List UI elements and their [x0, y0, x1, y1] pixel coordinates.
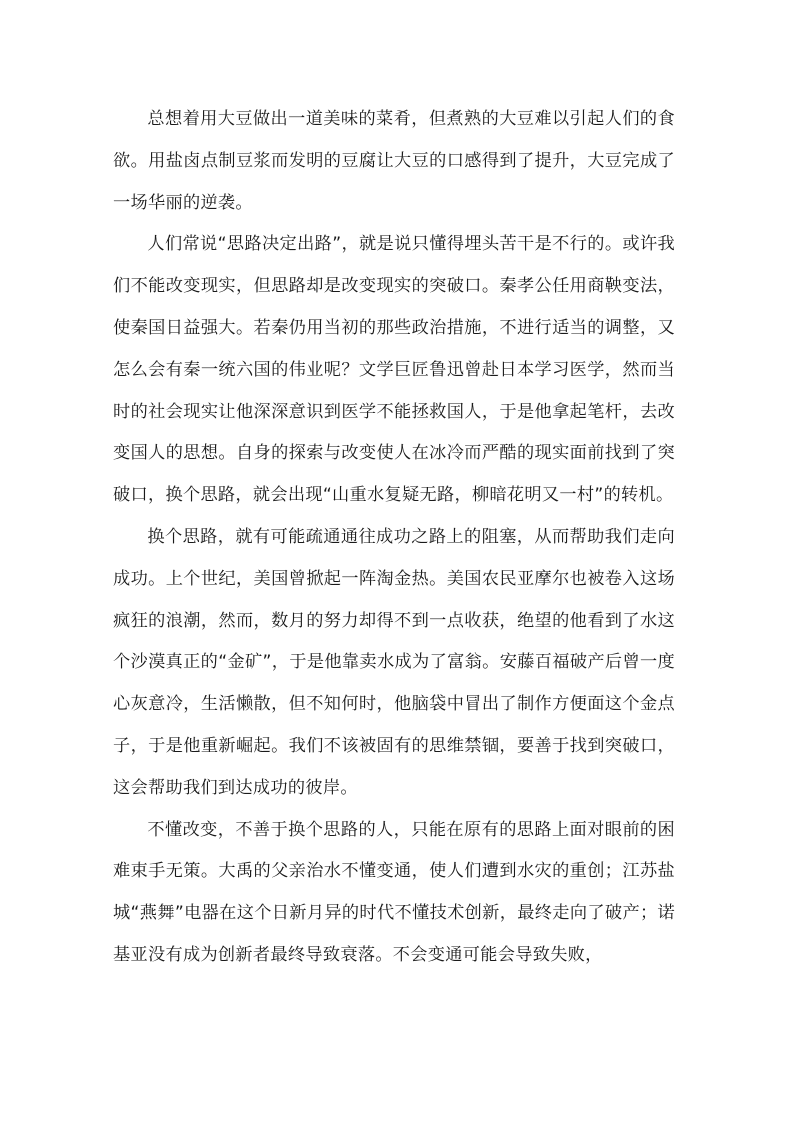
paragraph-3: 换个思路，就有可能疏通通往成功之路上的阻塞，从而帮助我们走向成功。上个世纪，美国曾掀起一阵淘金热。美国农民亚摩尔也被卷入这场疯狂的浪潮，然而，数月的努力却得不到一点收获，绝望的他看到了水这个沙漠真正的“金矿”，于是他靠卖水成为了富翁。安藤百福破产后曾一度心灰意冷，生活懒散，但不知何时，他脑袋中冒出了制作方便面这个金点子，于是他重新崛起。我们不该被固有的思维禁锢，要善于找到突破口，这会帮助我们到达成功的彼岸。	[113, 526, 675, 798]
paragraph-4: 不懂改变，不善于换个思路的人，只能在原有的思路上面对眼前的困难束手无策。大禹的父亲治水不懂变通，使人们遭到水灾的重创；江苏盐城“燕舞”电器在这个日新月异的时代不懂技术创新，最终走向了破产；诺基亚没有成为创新者最终导致衰落。不会变通可能会导致失败，	[113, 819, 675, 965]
paragraph-1: 总想着用大豆做出一道美味的菜肴，但煮熟的大豆难以引起人们的食欲。用盐卤点制豆浆而发明的豆腐让大豆的口感得到了提升，大豆完成了一场华丽的逆袭。	[113, 109, 675, 213]
document-body	[113, 99, 675, 977]
paragraph-2: 人们常说“思路决定出路”，就是说只懂得埋头苦干是不行的。或许我们不能改变现实，但思路却是改变现实的突破口。秦孝公任用商鞅变法，使秦国日益强大。若秦仍用当初的那些政治措施，不进行适当的调整，又怎么会有秦一统六国的伟业呢？文学巨匠鲁迅曾赴日本学习医学，然而当时的社会现实让他深深意识到医学不能拯救国人，于是他拿起笔杆，去改变国人的思想。自身的探索与改变使人在冰冷而严酷的现实面前找到了突破口，换个思路，就会出现“山重水复疑无路，柳暗花明又一村”的转机。	[113, 234, 675, 506]
